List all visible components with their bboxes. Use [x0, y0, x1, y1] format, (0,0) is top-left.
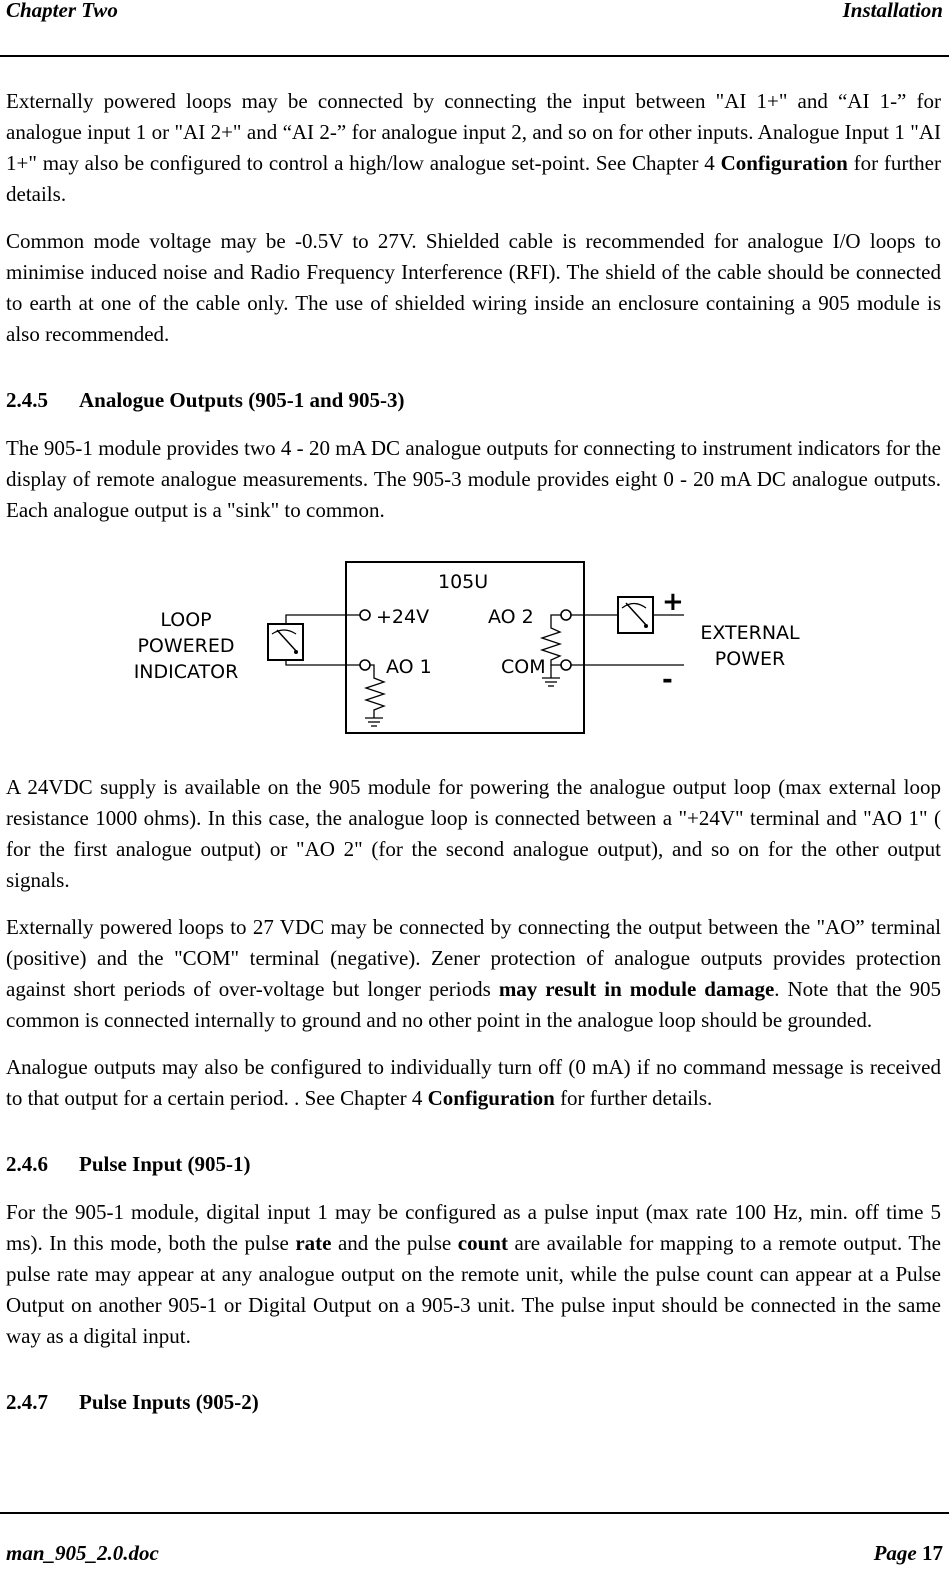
label-indicator: INDICATOR	[133, 661, 239, 683]
paragraph-analogue-outputs: The 905-1 module provides two 4 - 20 mA DC analogue outputs for connecting to instrument indicators for the display of remote analogue measurements. The 905-3 module provides eight 0 - 20 mA DC analogue outputs. Each analogue output is a "sink" to common.	[6, 436, 941, 522]
page-header	[6, 0, 943, 30]
header-chapter: Chapter Two	[6, 0, 118, 22]
paragraph-external-loops: Externally powered loops may be connected by connecting the input between "AI 1+" and “AI 1-” for analogue input 1 or "AI 2+" and “AI 2-” for analogue input 2, and so on for other inputs. Analogue Input 1 "AI 1+" may also be configured to control a high/low analogue set-point. See Chapter 4 Configuration for further details.	[6, 89, 941, 206]
wire-24v-to-indicator	[286, 615, 360, 624]
footer-page-number: Page 17	[873, 1541, 943, 1565]
terminal-com-label: COM	[501, 656, 546, 678]
terminal-24v	[360, 610, 370, 620]
label-power: POWER	[714, 648, 786, 670]
label-external: EXTERNAL	[700, 622, 800, 644]
plus-sign: +	[662, 587, 684, 617]
terminal-ao1	[360, 660, 370, 670]
page-body	[6, 86, 941, 1418]
terminal-ao2	[561, 610, 571, 620]
minus-sign: -	[662, 665, 673, 695]
wiring-diagram	[6, 542, 941, 742]
paragraph-24vdc-supply: A 24VDC supply is available on the 905 module for powering the analogue output loop (max external loop resistance 1000 ohms). In this case, the analogue loop is connected between a "+24V" terminal and "AO 1" ( for the first analogue output) or "AO 2" (for the second analogue output), and so on for the other output signals.	[6, 775, 941, 892]
paragraph-external-output-loops: Externally powered loops to 27 VDC may be connected by connecting the output between the "AO” terminal (positive) and the "COM" terminal (negative). Zener protection of analogue outputs provides protection against short periods of over-voltage but longer periods may result in module damage. Note that the 905 common is connected internally to ground and no other point in the analogue loop should be grounded.	[6, 915, 941, 1032]
header-section: Installation	[842, 0, 943, 22]
section-heading-2-4-7: 2.4.7 Pulse Inputs (905-2)	[6, 1390, 259, 1414]
label-powered: POWERED	[137, 635, 235, 657]
header-rule	[0, 55, 949, 57]
footer-doc-name: man_905_2.0.doc	[6, 1541, 159, 1565]
ao1-resistor-icon	[365, 665, 384, 726]
terminal-ao2-label: AO 2	[488, 606, 534, 628]
paragraph-pulse-input: For the 905-1 module, digital input 1 may be configured as a pulse input (max rate 100 Hz, min. off time 5 ms). In this mode, both the pulse rate and the pulse count are available for mapping to a remote output. The pulse rate may appear at any analogue output on the remote unit, while the pulse count can appear at a Pulse Output on another 905-1 or Digital Output on a 905-3 unit. The pulse input should be connected in the same way as a digital input.	[6, 1200, 941, 1348]
footer-rule	[0, 1512, 949, 1514]
terminal-ao1-label: AO 1	[386, 656, 432, 678]
paragraph-common-mode: Common mode voltage may be -0.5V to 27V. Shielded cable is recommended for analogue I/O loops to minimise induced noise and Radio Frequency Interference (RFI). The shield of the cable should be connected to earth at one of the cable only. The use of shielded wiring inside an enclosure containing a 905 module is also recommended.	[6, 229, 941, 346]
terminal-24v-label: +24V	[376, 606, 430, 628]
external-meter-icon	[618, 597, 653, 633]
label-loop: LOOP	[160, 609, 212, 631]
section-heading-2-4-6: 2.4.6 Pulse Input (905-1)	[6, 1152, 251, 1176]
terminal-com	[561, 660, 571, 670]
paragraph-output-timeout: Analogue outputs may also be configured to individually turn off (0 mA) if no command message is received to that output for a certain period. . See Chapter 4 Configuration for further details.	[6, 1055, 941, 1110]
loop-indicator-meter-icon	[268, 624, 303, 660]
wiring-diagram-svg	[6, 542, 941, 742]
module-label: 105U	[438, 571, 489, 593]
section-heading-2-4-5: 2.4.5 Analogue Outputs (905-1 and 905-3)	[6, 388, 405, 412]
